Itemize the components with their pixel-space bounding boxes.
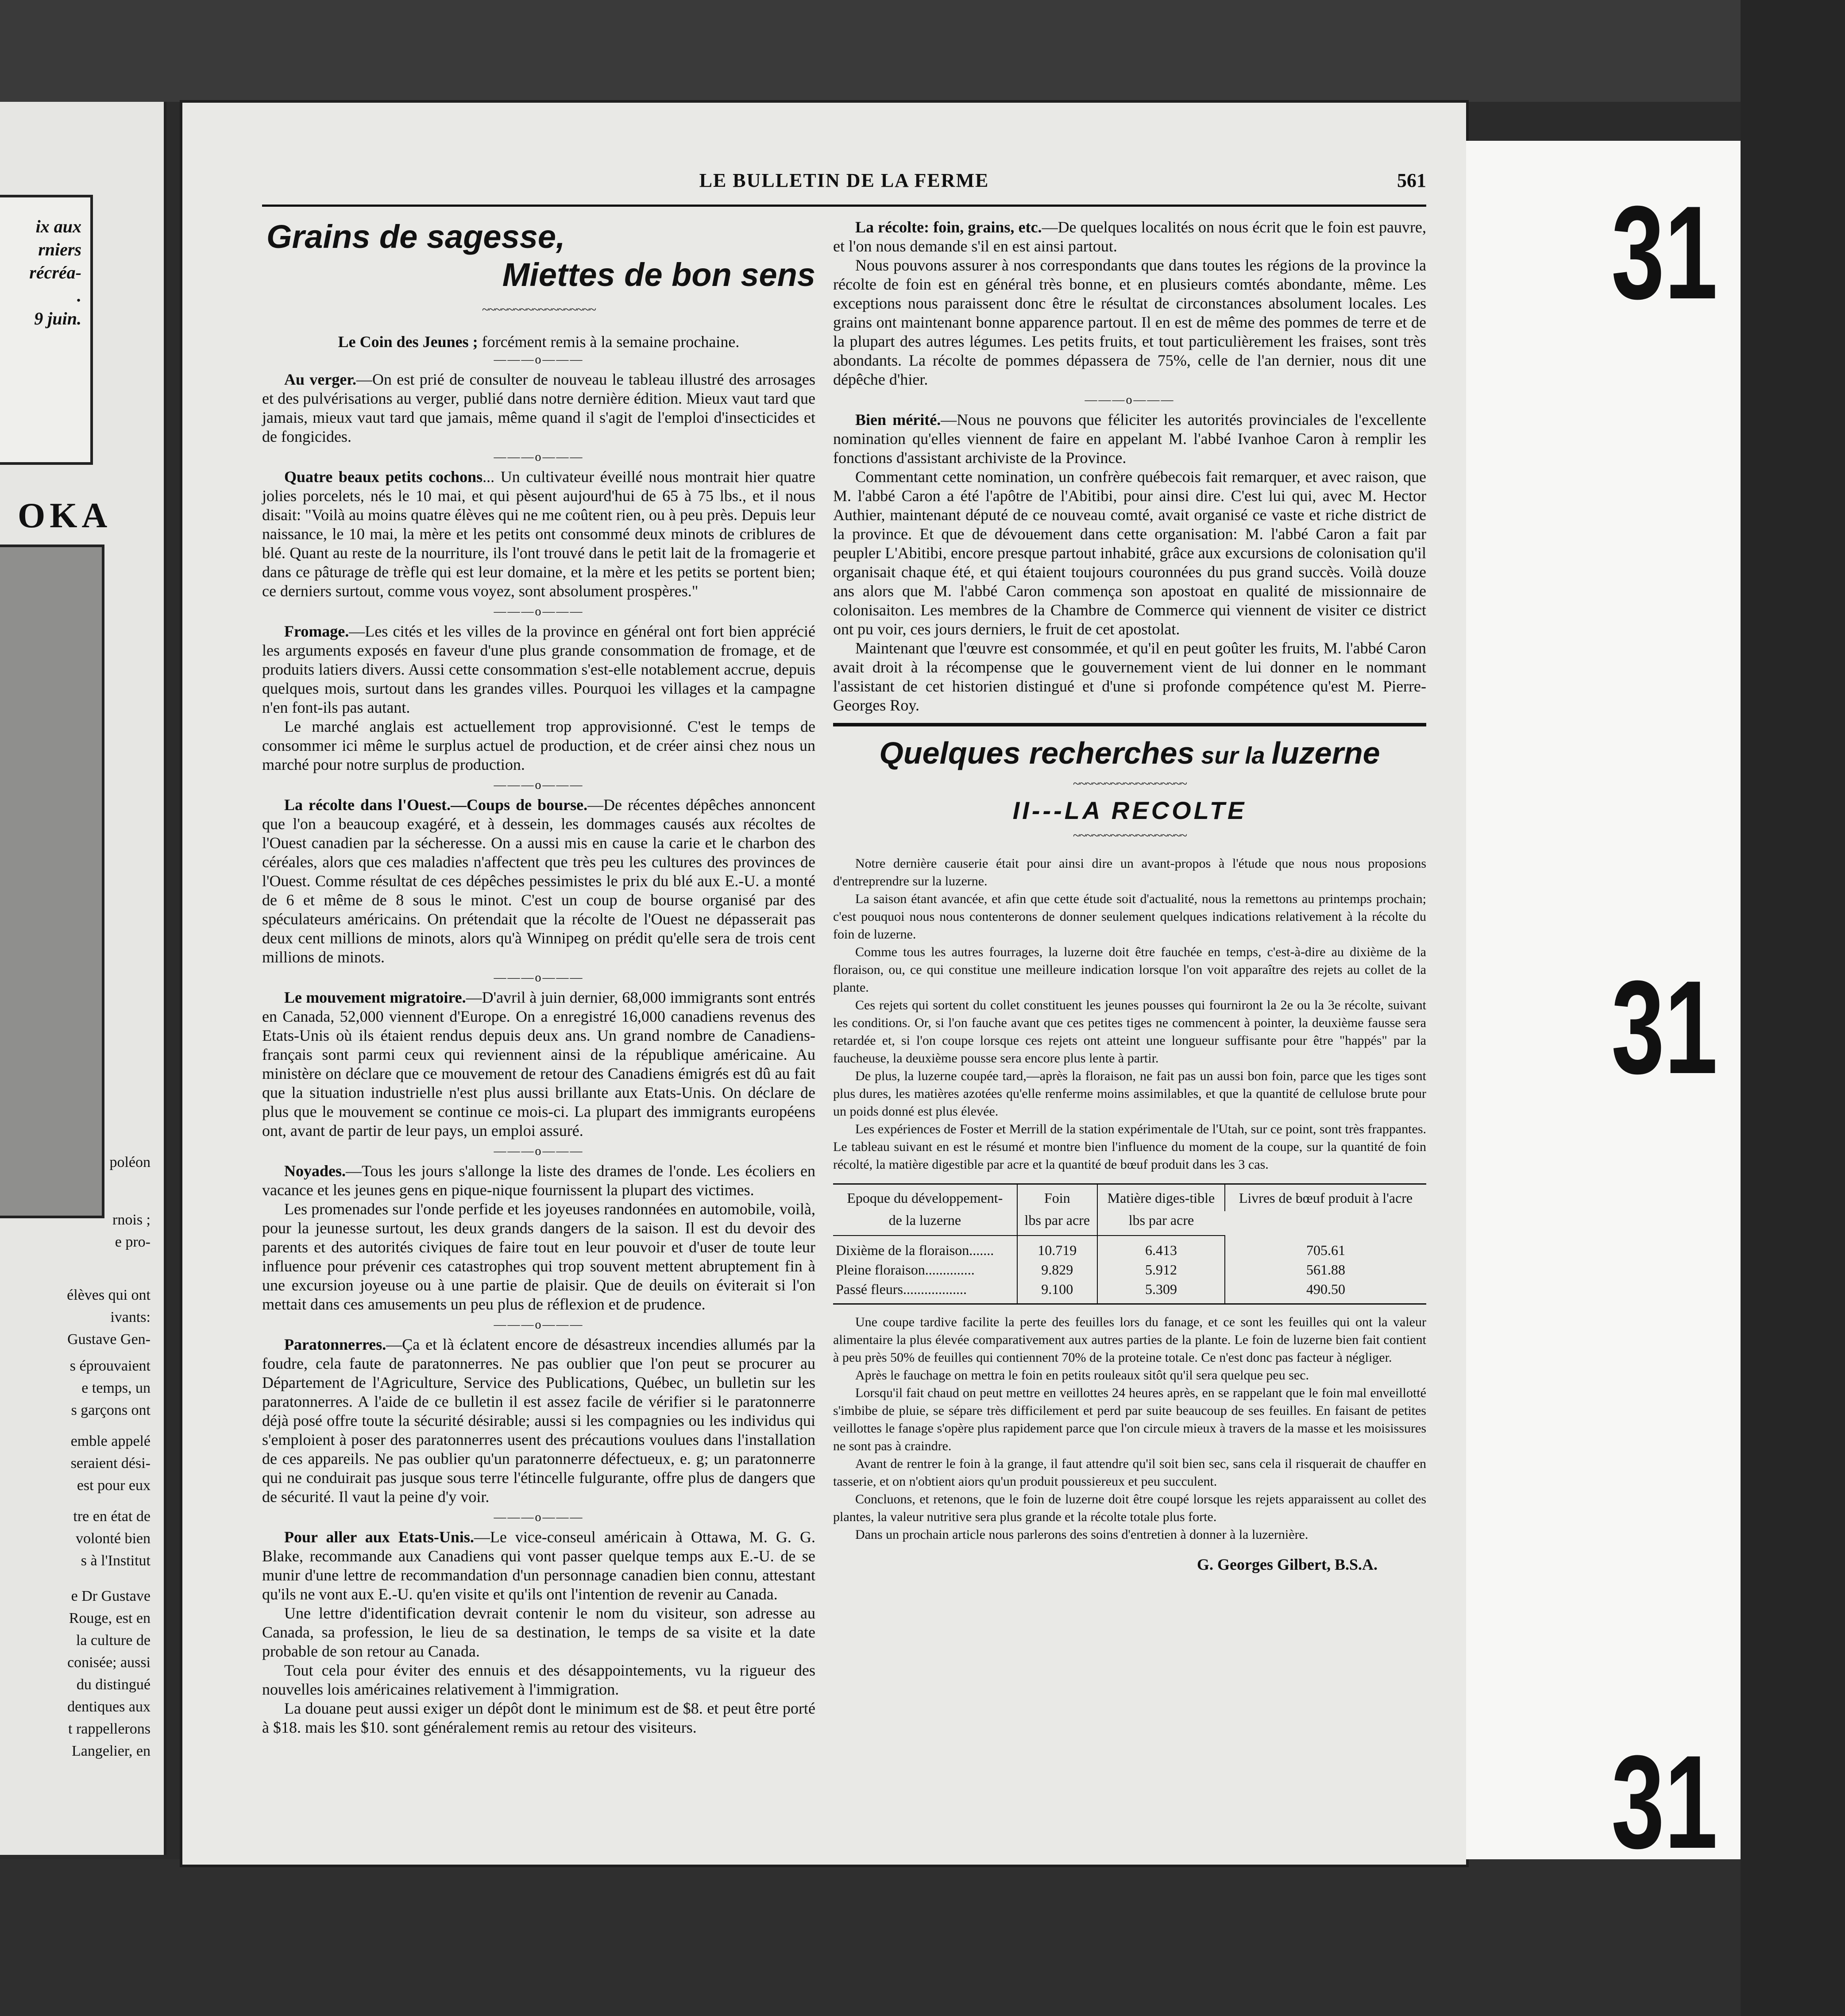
left-page-fragment: seraient dési- (70, 1455, 151, 1471)
paragraph: Lorsqu'il fait chaud on peut mettre en veillottes 24 heures après, en se rappelant que le foin mal enveillotté s'imbibe de pluie, se sépare très difficilement et perd par suite beaucoup de ses feuilles. En faisant de petites veillottes le fanage s'opère plus rapidement parce que l'on circule mieux à travers de la masse et les moisissures ne sont pas à craindre. (833, 1386, 1426, 1453)
coin-jeunes-notice (262, 332, 815, 351)
section-text: —De quelques localités on nous écrit que le foin est pauvre, et l'on nous demande s'il en est ainsi partout. (833, 218, 1427, 255)
table-header: Epoque du développement- (833, 1184, 1017, 1212)
section-text: —On est prié de consulter de nouveau le tableau illustré des arrosages et des pulvérisations au verger, publié dans notre dernière édition. Mieux vaut tard que jamais, mieux vaut tard que jamais, même quand il s'agit de l'emploi d'insecticides et de fongicides. (262, 371, 815, 445)
table-subheader: lbs par acre (1017, 1211, 1097, 1236)
table-row (833, 1260, 1426, 1279)
section-lead: Bien mérité. (855, 411, 941, 429)
section-text-4: La douane peut aussi exiger un dépôt dont le minimum est de $8. et peut être porté à $18. mais les $10. sont généralement remis au retour des visiteurs. (262, 1699, 815, 1736)
title-part: luzerne (1271, 736, 1380, 770)
box-line: 9 juin. (34, 309, 81, 328)
left-page-fragment: poléon (109, 1154, 151, 1170)
section-text: ... Un cultivateur éveillé nous montrait hier quatre jolies porcelets, nés le 10 mai, et qui pèsent aujourd'hui de 65 à 75 lbs., et il nous disait: "Voilà au moins quatre élèves qui ne me coûtent rien, ou à peu près. Depuis leur naissance, le 10 mai, la mère et les petits ont consommé deux minots de criblures de blé. Quant au reste de la nourriture, ils l'ont trouvé dans le petit lait de la fromagerie et dans ce pâturage de trèfle qui est leur domaine, et la mère et les petits se portent bien; ce derniers surtout, comme vous voyez, sont absolument prospères." (262, 468, 815, 600)
section-text: —De récentes dépêches annoncent que l'on a beaucoup exagéré, et à dessein, les dommages causés aux récoltes de l'Ouest canadien par la sécheresse. On a aussi mis en cause la carie et le charbon des céréales, alors que ces maladies n'affectent que très peu les cultures des provinces de l'Ouest. Comme résultat de ces dépêches pessimistes le prix du blé aux E.-U. a monté de 6 et même de 8 sous le minot. C'est un coup de bourse organisé par des spéculateurs américains. On prétendait que la récolte de l'Ouest ne dépasserait pas deux cent millions de minots, alors qu'à Winnipeg on prédit qu'elle sera de trois cent millions de minots. (262, 796, 815, 966)
left-page-fragment: s à l'Institut (81, 1553, 151, 1569)
section-paratonnerres (262, 1335, 815, 1506)
table-cell: Passé fleurs.................. (833, 1279, 1017, 1304)
section-text: forcément remis à la semaine prochaine. (478, 333, 740, 351)
separator: ———o——— (494, 605, 584, 618)
table-cell: 490.50 (1306, 1281, 1345, 1297)
section-lead: Pour aller aux Etats-Unis. (284, 1528, 474, 1546)
left-page-fragment: s éprouvaient (69, 1358, 151, 1374)
table-subheader: de la luzerne (833, 1211, 1017, 1236)
table-cell: 5.912 (1097, 1260, 1225, 1279)
photo-illustration (0, 545, 104, 1218)
left-page-fragment: e temps, un (81, 1380, 151, 1396)
section-verger (262, 370, 815, 446)
section-lead: Noyades. (284, 1162, 346, 1180)
page-number: 561 (1397, 170, 1426, 191)
table-cell: Pleine floraison.............. (833, 1260, 1017, 1279)
section-text-2: Les promenades sur l'onde perfide et les joyeuses randonnées en automobile, voilà, pour la jeunesse surtout, les deux grands dangers de la saison. Il est du devoir des parents et des autorités civiques de faire tout en leur pouvoir et d'user de toute leur influence pour prévenir ces catastrophes qui trop souvent mettent abruptement fin à une excursion joyeuse ou à une partie de plaisir. Que de deuils on éviterait si l'on mettait dans ces amusements un peu plus de réflexion et de prudence. (262, 1200, 815, 1313)
paragraph: Une coupe tardive facilite la perte des feuilles lors du fanage, et ce sont les feuilles qui ont la valeur alimentaire la plus élevée comparativement aux autres parties de la plante. Le foin de luzerne bien fait contient à peu près 50% de feuilles qui contiennent 70% de la proteine totale. Ce n'est donc pas facteur à négliger. (833, 1315, 1426, 1365)
separator: ———o——— (494, 1510, 584, 1524)
paragraph: Comme tous les autres fourrages, la luzerne doit être fauchée en temps, c'est-à-dire au dixième de la floraison, ou, ce qui constitue une meilleure indication lorsque l'on voit apparaître des rejets au collet de la plante. (833, 945, 1426, 995)
section-text-2: Le marché anglais est actuellement trop approvisionné. C'est le temps de consommer ici même le surplus actuel de production, et de créer ainsi chez nous un marché pour notre surplus de production. (262, 718, 815, 773)
table-header: Matière diges-tible (1097, 1184, 1225, 1212)
author-signature: G. Georges Gilbert, B.S.A. (1197, 1556, 1378, 1573)
luzerne-body (833, 855, 1426, 1544)
table-subheader: lbs par acre (1097, 1211, 1225, 1236)
left-page-fragment: tre en état de (73, 1508, 151, 1525)
left-page-fragment: du distingué (76, 1676, 151, 1693)
section-noyades (262, 1162, 815, 1314)
section-recolte-foin (833, 218, 1426, 389)
frame-number: 31 (1611, 953, 1718, 1101)
section-text: —Ça et là éclatent encore de désastreux incendies allumés par la foudre, cela faute de paratonnerres. Ne pas oublier que l'on peut se procurer au Département de l'Agriculture, Service des Publications, Québec, un bulletin sur les paratonnerres. A l'aide de ce bulletin il est assez facile de vérifier si le paratonnerre déjà posé offre toute la sécurité désirable; aussi si les compagnies ou les individus qui s'emploient à poser des paratonnerres usent des précautions voulues dans l'installation de ces appareils. Ne pas oublier qu'un paratonnerre défectueux, e. g; un paratonnerre qui ne conduirait pas jusque sous terre l'étincelle fulgurante, offre plus de dangers que de sécurité. Il vaut la peine d'y voir. (262, 1336, 815, 1506)
paragraph: Les expériences de Foster et Merrill de la station expérimentale de l'Utah, sur ce point, sont très frappantes. Le tableau suivant en est le résumé et montre bien l'influence du moment de la coupe, sur la quantité de foin récolté, la matière digestible par acre et la quantité de bœuf produit dans les 3 cas. (833, 1122, 1426, 1172)
left-page-fragment: dentiques aux (67, 1699, 151, 1715)
paragraph: Notre dernière causerie était pour ainsi dire un avant-propos à l'étude que nous nous proposions d'entreprendre sur la luzerne. (833, 856, 1426, 888)
article-title-grains (262, 218, 815, 294)
section-text-2: Une lettre d'identification devrait contenir le nom du visiteur, son adresse au Canada, sa profession, le lieu de sa destination, le temps de sa visite et la date probable de son retour au Canada. (262, 1604, 815, 1660)
film-border-bottom (0, 1859, 1845, 2016)
table-row (833, 1236, 1426, 1260)
paragraph: Concluons, et retenons, que le foin de luzerne doit être coupé lorsque les rejets apparaissent au collet des plantes, la valeur nutritive sera plus grande et la récolte totale plus forte. (833, 1492, 1426, 1524)
separator: ———o——— (494, 971, 584, 985)
table-cell: 9.829 (1017, 1260, 1097, 1279)
right-column (833, 218, 1426, 1574)
article-title-luzerne (833, 734, 1426, 774)
table-header: Foin (1017, 1184, 1097, 1212)
table-cell: 5.309 (1097, 1279, 1225, 1304)
paragraph: Ces rejets qui sortent du collet constituent les jeunes pousses qui fourniront la 2e ou la 3e récolte, suivant les conditions. Or, si l'on fauche avant que ces petites tiges ne commencent à pointer, la deuxième fausse sera retardée et, si l'on coupe lorsque ces rejets ont atteint une longueur suffisante pour être "happés" par la faucheuse, la deuxième pousse sera encore plus lente à partir. (833, 998, 1426, 1066)
left-page-fragment: rnois ; (112, 1212, 151, 1228)
section-text: —Tous les jours s'allonge la liste des drames de l'onde. Les écoliers en vacance et les jeunes gens en pique-nique fournissent la plupart des victimes. (262, 1162, 815, 1199)
box-line: rniers (38, 239, 81, 259)
newspaper-page (182, 103, 1466, 1865)
left-page-fragment: élèves qui ont (67, 1287, 151, 1303)
left-page-fragment: est pour eux (77, 1477, 151, 1494)
section-migratoire (262, 988, 815, 1140)
paragraph: Avant de rentrer le foin à la grange, il faut attendre qu'il soit bien sec, sans cela il risquerait de chauffer en tasserie, et on n'obtient aiors qu'un produit poussiereux et peu succulent. (833, 1456, 1426, 1489)
left-page-fragment: volonté bien (75, 1530, 151, 1547)
table-cell: 6.413 (1097, 1236, 1225, 1260)
section-text: —Le vice-conseul américain à Ottawa, M. G. G. Blake, recommande aux Canadiens qui vont passer quelque temps aux E.-U. de se munir d'une lettre de recommandation d'un personnage canadien bien connu, attestant qu'ils ne vont aux E.-U. qu'en visite et qu'ils ont l'intention de revenir au Canada. (262, 1528, 815, 1603)
wavy-divider: ~~~~~~~~~~~~~~~~~~ (1073, 828, 1187, 843)
separator: ———o——— (494, 1318, 584, 1332)
section-text-2: Commentant cette nomination, un confrère québecois fait remarquer, et avec raison, que M. l'abbé Caron a été l'apôtre de l'Abitibi, pour ainsi dire. C'est lui qui, avec M. Hector Authier, maintenant député de ce nouveau comté, avait organisé ce vaste et riche district de la province. Et que de dévouement dans cette organisation: M. l'abbé Caron a fait par peupler L'Abitibi, encore presque partout inhabité, grâce aux excursions de colonisation qu'il organisait chaque été, et qui étaient toujours couronnées du pus grand succès. Voilà douze ans alors que M. l'abbé Caron commença son apostoat en qualité de missionnaire de colonisaiton. Les membres de la Chambre de Commerce qui viennent de visiter ce district ont pu voir, ces jours derniers, le fruit de cet apostolat. (833, 468, 1426, 638)
left-page-fragment: e Dr Gustave (71, 1588, 151, 1604)
section-lead: Le mouvement migratoire. (284, 989, 466, 1006)
left-page-fragment: Rouge, est en (69, 1610, 151, 1626)
section-text-3: Tout cela pour éviter des ennuis et des désappointements, vu la rigueur des nouvelles lois américaines relativement à l'immigration. (262, 1661, 815, 1698)
section-text: —Nous ne pouvons que féliciter les autorités provinciales de l'excellente nomination qu'elles viennent de faire en appelant M. l'abbé Ivanhoe Caron à remplir les fonctions d'assistant archiviste de la Province. (833, 411, 1426, 467)
section-cochons (262, 467, 815, 601)
box-line: . (77, 286, 81, 305)
separator: ———o——— (494, 450, 584, 464)
oka-heading: OKA (18, 496, 112, 535)
left-page-fragment: Langelier, en (72, 1743, 151, 1759)
publication-title: LE BULLETIN DE LA FERME (699, 170, 989, 191)
table-row (833, 1279, 1426, 1304)
section-lead: Au verger. (284, 371, 357, 388)
frame-number: 31 (1611, 1727, 1718, 1876)
section-text-3: Maintenant que l'œuvre est consommée, et qu'il en peut goûter les fruits, M. l'abbé Caron avait droit à la récompense que le gouvernement vient de lui donner en le nommant l'assistant de cet historien distingué et d'une si profonde compétence qu'est M. Pierre-Georges Roy. (833, 639, 1426, 714)
section-lead: Paratonnerres. (284, 1336, 386, 1353)
film-border-top (0, 0, 1845, 102)
paragraph: La saison étant avancée, et afin que cette étude soit d'actualité, nous la remettons au printemps prochain; c'est pouquoi nous nous contenterons de donner seulement quelques indications relativement à la récolte du foin de luzerne. (833, 892, 1426, 942)
title-line-2: Miettes de bon sens (502, 256, 815, 293)
film-border-right (1741, 0, 1845, 2016)
section-etats-unis (262, 1528, 815, 1737)
section-bien-merite (833, 410, 1426, 715)
section-fromage (262, 622, 815, 774)
paragraph: Après le fauchage on mettra le foin en petits rouleaux sitôt qu'il sera quelque peu sec. (855, 1368, 1309, 1383)
frame-number: 31 (1611, 178, 1718, 327)
wavy-divider: ~~~~~~~~~~~~~~~~~~ (482, 302, 596, 317)
running-header (262, 169, 1426, 207)
left-column (262, 218, 815, 1741)
table-header: Livres de bœuf produit à l'acre (1239, 1190, 1413, 1206)
table-cell: 705.61 (1306, 1242, 1345, 1258)
left-page-fragment: Gustave Gen- (67, 1331, 151, 1348)
section-lead: Fromage. (284, 622, 349, 640)
section-lead: La récolte: foin, grains, etc. (855, 218, 1042, 236)
separator: ———o——— (494, 778, 584, 792)
harvest-table (833, 1183, 1426, 1305)
left-page-fragment: conisée; aussi (67, 1654, 151, 1671)
section-text-2: Nous pouvons assurer à nos correspondants que dans toutes les régions de la province la récolte de foin est en général très bonne, et en plusieurs comtés abondante, même. Les exceptions nous paraissent donc être le résultat de circonstances absolument locales. Les grains ont maintenant bonne apparence partout. Il en est de même des pommes de terre et de la plupart des autres légumes. Les petits fruits, et tout particulièrement les fraises, sont très abondants. La récolte de pommes dépassera de 75%, celle de l'an dernier, nous dit une dépêche d'hier. (833, 256, 1426, 388)
section-text: —D'avril à juin dernier, 68,000 immigrants sont entrés en Canada, 52,000 viennent d'Europe. On a enregistré 16,000 canadiens revenus des Etats-Unis où ils étaient rendus depuis deux ans. Un grand nombre de Canadiens-français sont parmi ceux qui reviennent ainsi de la république américaine. Au ministère on déclare que ce mouvement de retour des Canadiens émigrés est dû au fait que la situation industrielle n'est plus aussi brillante aux Etats-Unis. On déclare de plus que le mouvement se continue ce mois-ci. La plupart des immigrants européens ont, avant de partir de leur pays, un emploi assuré. (262, 989, 815, 1139)
paragraph: Dans un prochain article nous parlerons des soins d'entretien à donner à la luzernière. (855, 1527, 1308, 1542)
section-recolte-ouest (262, 796, 815, 967)
separator: ———o——— (494, 353, 584, 367)
article-subtitle: II---LA RECOLTE (1012, 796, 1247, 824)
box-line: récréa- (29, 263, 81, 282)
heavy-rule (833, 723, 1426, 726)
left-page-fragment: ivants: (110, 1309, 151, 1325)
section-text: —Les cités et les villes de la province en général ont fort bien apprécié les arguments exposés en faveur d'une plus grande consommation de fromage, et de produits latiers divers. Aussi cette consommation s'est-elle notablement accrue, depuis quelques mois, surtout dans les grandes villes. Pourquoi les villages et la campagne n'en font-ils pas autant. (262, 622, 815, 716)
title-part: Quelques recherches (879, 736, 1195, 770)
left-page-fragment: emble appelé (70, 1433, 151, 1449)
left-page-fragment: t rappellerons (68, 1721, 151, 1737)
table-cell: Dixième de la floraison....... (833, 1236, 1017, 1260)
separator: ———o——— (1085, 393, 1175, 407)
adjacent-page-left (0, 102, 166, 1855)
boxed-notice (0, 195, 93, 465)
section-lead: La récolte dans l'Ouest.—Coups de bourse. (284, 796, 588, 814)
paragraph: De plus, la luzerne coupée tard,—après la floraison, ne fait pas un aussi bon foin, parce que les tiges sont plus dures, les matières azotées qu'elle renferme moins assimilables, et que la quantité de cellulose brute pour un poids donné est plus élevée. (833, 1069, 1426, 1119)
left-page-fragment: la culture de (76, 1632, 151, 1649)
box-line: ix aux (35, 216, 81, 236)
left-page-fragment: s garçons ont (71, 1402, 151, 1418)
separator: ———o——— (494, 1144, 584, 1158)
title-part: sur la (1194, 742, 1272, 769)
section-lead: Quatre beaux petits cochons (284, 468, 483, 486)
table-cell: 9.100 (1017, 1279, 1097, 1304)
table-cell: 561.88 (1306, 1262, 1345, 1278)
title-line-1: Grains de sagesse, (266, 218, 565, 255)
table-cell: 10.719 (1017, 1236, 1097, 1260)
wavy-divider: ~~~~~~~~~~~~~~~~~~ (1073, 776, 1187, 791)
section-lead: Le Coin des Jeunes ; (338, 333, 478, 351)
left-page-fragment: e pro- (115, 1234, 151, 1250)
